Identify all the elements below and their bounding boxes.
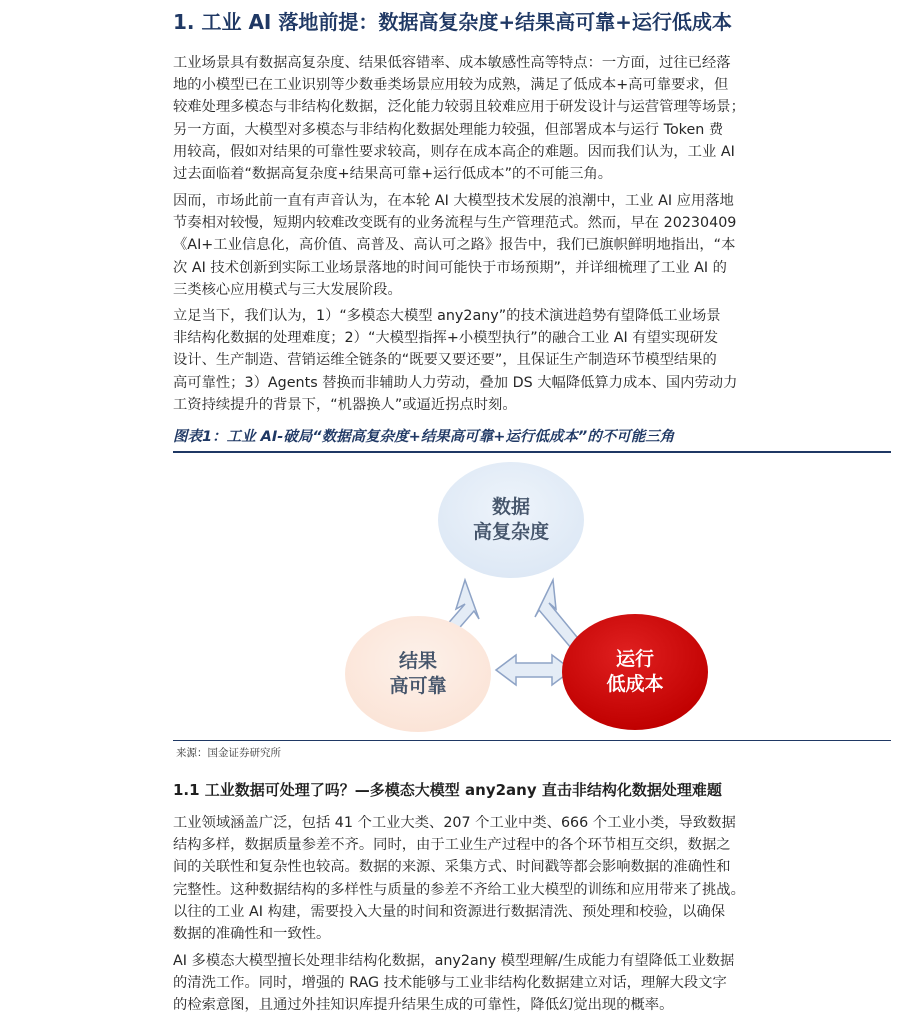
node-left-line1: 结果 <box>398 650 438 672</box>
paragraph-multimodal <box>173 950 893 1017</box>
text-line: 三类核心应用模式与三大发展阶段。 <box>173 281 402 298</box>
figure-top-rule <box>173 451 891 453</box>
text-line: 节奏相对较慢，短期内较难改变既有的业务流程与生产管理范式。然而，早在 20230409 <box>173 215 737 232</box>
text-line: 地的小模型已在工业识别等少数垂类场景应用较为成熟，满足了低成本+高可靠要求，但 <box>173 77 729 94</box>
text-line: 用较高，假如对结果的可靠性要求较高，则存在成本高企的难题。因而我们认为，工业 AI <box>173 143 735 160</box>
figure-bottom-rule <box>173 740 891 741</box>
text-line: 以往的工业 AI 构建，需要投入大量的时间和资源进行数据清洗、预处理和校验，以确保 <box>173 903 726 920</box>
text-line: 间的关联性和复杂性也较高。数据的来源、采集方式、时间戳等都会影响数据的准确性和 <box>173 859 731 876</box>
node-left-line2: 高可靠 <box>389 675 447 697</box>
text-line: 非结构化数据的处理难度；2）“大模型指挥+小模型执行”的融合工业 AI 有望实现研发 <box>173 330 719 347</box>
subsection-heading: 1.1 工业数据可处理了吗？—多模态大模型 any2any 直击非结构化数据处理难题 <box>173 781 722 799</box>
impossible-triangle-diagram <box>173 455 891 737</box>
text-line: 《AI+工业信息化，高价值、高普及、高认可之路》报告中，我们已旗帜鲜明地指出，“本 <box>173 237 736 254</box>
text-line: 次 AI 技术创新到实际工业场景落地的时间可能快于市场预期”，并详细梳理了工业 AI 的 <box>173 259 727 276</box>
node-right-line2: 低成本 <box>606 673 664 695</box>
node-right-line1: 运行 <box>615 648 655 670</box>
text-line: 的清洗工作。同时，增强的 RAG 技术能够与工业非结构化数据建立对话，理解大段文字 <box>173 975 727 992</box>
paragraph-industrial-data <box>173 812 893 945</box>
paragraph-intro <box>173 52 893 185</box>
paragraph-market-view <box>173 190 893 301</box>
node-operation-cost <box>562 614 708 730</box>
section-heading: 1. 工业 AI 落地前提：数据高复杂度+结果高可靠+运行低成本 <box>173 10 732 34</box>
paragraph-outlook <box>173 305 893 416</box>
node-data-complexity <box>438 462 584 578</box>
node-result-reliability <box>345 616 491 732</box>
text-line: AI 多模态大模型擅长处理非结构化数据，any2any 模型理解/生成能力有望降低工业数据 <box>173 953 735 969</box>
text-line: 结构多样，数据质量参差不齐。同时，由于工业生产过程中的各个环节相互交织，数据之 <box>173 837 731 854</box>
text-line: 较难处理多模态与非结构化数据，泛化能力较弱且较难应用于研发设计与运营管理等场景； <box>173 99 745 116</box>
text-line: 工业场景具有数据高复杂度、结果低容错率、成本敏感性高等特点：一方面，过往已经落 <box>173 55 731 71</box>
figure-title: 图表1：工业 AI-破局“数据高复杂度+结果高可靠+运行低成本”的不可能三角 <box>173 429 675 445</box>
text-line: 高可靠性；3）Agents 替换而非辅助人力劳动，叠加 DS 大幅降低算力成本、国内劳动力 <box>173 374 738 391</box>
text-line: 另一方面，大模型对多模态与非结构化数据处理能力较强，但部署成本与运行 Token 费 <box>173 121 724 138</box>
text-line: 工资持续提升的背景下，“机器换人”或逼近拐点时刻。 <box>173 396 517 413</box>
text-line: 工业领域涵盖广泛，包括 41 个工业大类、207 个工业中类、666 个工业小类，导致数据 <box>173 815 736 831</box>
text-line: 因而，市场此前一直有声音认为，在本轮 AI 大模型技术发展的浪潮中，工业 AI 应用落地 <box>173 193 734 209</box>
text-line: 数据的准确性和一致性。 <box>173 926 331 943</box>
text-line: 设计、生产制造、营销运维全链条的“既要又要还要”，且保证生产制造环节模型结果的 <box>173 352 717 369</box>
node-top-line1: 数据 <box>491 496 531 518</box>
figure-source: 来源：国金证券研究所 <box>176 747 281 759</box>
text-line: 过去面临着“数据高复杂度+结果高可靠+运行低成本”的不可能三角。 <box>173 166 613 183</box>
node-top-line2: 高复杂度 <box>472 521 550 543</box>
text-line: 的检索意图，且通过外挂知识库提升结果生成的可靠性，降低幻觉出现的概率。 <box>173 997 674 1014</box>
text-line: 完整性。这种数据结构的多样性与质量的参差不齐给工业大模型的训练和应用带来了挑战。 <box>173 881 745 898</box>
arrow-left-right <box>496 655 572 685</box>
text-line: 立足当下，我们认为，1）“多模态大模型 any2any”的技术演进趋势有望降低工业场景 <box>173 308 721 324</box>
